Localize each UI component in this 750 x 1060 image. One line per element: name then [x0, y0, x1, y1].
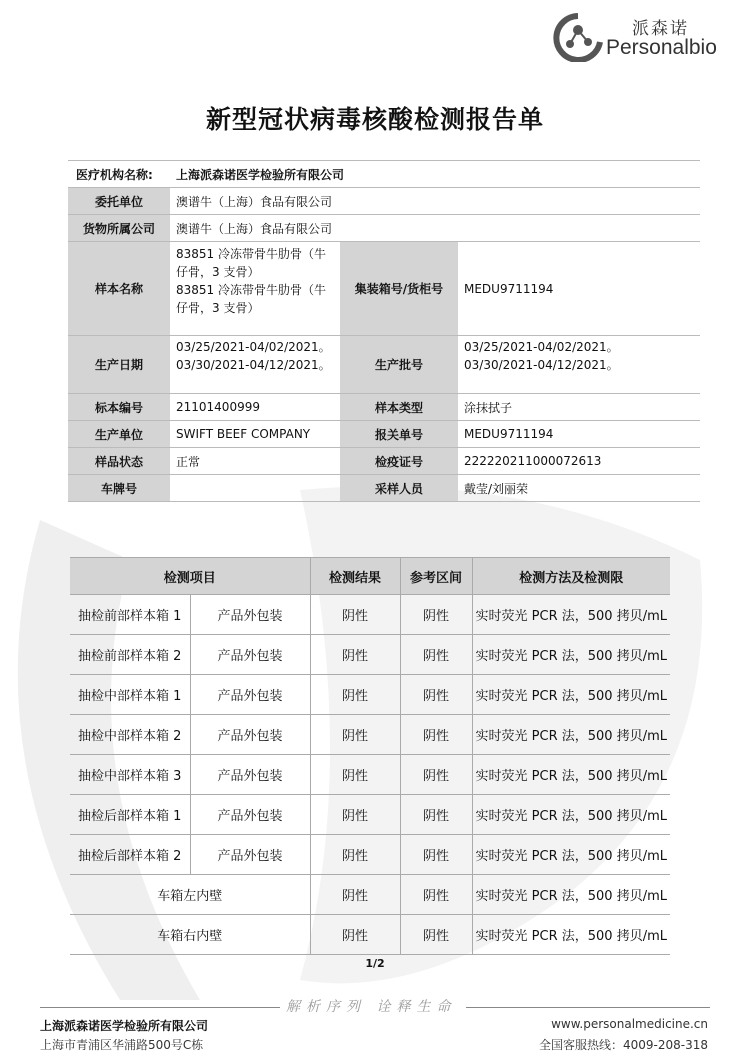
cell-method: 实时荧光 PCR 法，500 拷贝/mL	[472, 595, 670, 635]
quarantine-label: 检疫证号	[340, 448, 458, 475]
result-row	[70, 595, 670, 635]
batch-label: 生产批号	[340, 336, 458, 394]
footer-slogan: 解析序列 诠释生命	[286, 999, 457, 1015]
cell-method: 实时荧光 PCR 法，500 拷贝/mL	[472, 755, 670, 795]
cell-sub: 产品外包装	[190, 715, 310, 755]
cell-ref: 阴性	[400, 795, 472, 835]
cell-sub: 产品外包装	[190, 835, 310, 875]
cell-item: 抽检后部样本箱 1	[70, 795, 190, 835]
header-result: 检测结果	[310, 558, 400, 595]
cell-ref: 阴性	[400, 715, 472, 755]
quarantine: 222220211000072613	[458, 448, 700, 475]
client-label: 委托单位	[68, 188, 170, 215]
cell-result: 阴性	[310, 915, 400, 955]
logo-en: Personalbio	[606, 36, 717, 59]
sample-name-2: 83851 冷冻带骨牛肋骨（牛仔骨，3 支骨）	[176, 283, 326, 315]
cell-result: 阴性	[310, 835, 400, 875]
sample-name-1: 83851 冷冻带骨牛肋骨（牛仔骨，3 支骨）	[176, 247, 326, 279]
page-number: 1/2	[365, 957, 385, 970]
prod-date-label: 生产日期	[68, 336, 170, 394]
plate	[170, 475, 340, 502]
cell-item: 抽检中部样本箱 2	[70, 715, 190, 755]
cell-ref: 阴性	[400, 875, 472, 915]
result-row	[70, 795, 670, 835]
cell-ref: 阴性	[400, 595, 472, 635]
customs: MEDU9711194	[458, 421, 700, 448]
footer-company: 上海派森诺医学检验所有限公司	[40, 1019, 209, 1033]
results-table	[70, 557, 670, 955]
cell-result: 阴性	[310, 795, 400, 835]
cell-method: 实时荧光 PCR 法，500 拷贝/mL	[472, 875, 670, 915]
report-title: 新型冠状病毒核酸检测报告单	[205, 105, 544, 134]
cell-item: 抽检后部样本箱 2	[70, 835, 190, 875]
result-row	[70, 715, 670, 755]
cell-ref: 阴性	[400, 755, 472, 795]
specimen-no: 21101400999	[170, 394, 340, 421]
logo-icon	[552, 12, 604, 62]
status-label: 样品状态	[68, 448, 170, 475]
cell-result: 阴性	[310, 675, 400, 715]
header-method: 检测方法及检测限	[472, 558, 670, 595]
producer-label: 生产单位	[68, 421, 170, 448]
container-value: MEDU9711194	[458, 242, 700, 336]
plate-label: 车牌号	[68, 475, 170, 502]
cell-sub: 产品外包装	[190, 675, 310, 715]
org-label: 医疗机构名称:	[68, 161, 170, 188]
client-value: 澳谱牛（上海）食品有限公司	[170, 188, 700, 215]
cell-sub: 产品外包装	[190, 795, 310, 835]
cell-item: 抽检前部样本箱 1	[70, 595, 190, 635]
cell-item: 车箱左内壁	[70, 875, 310, 915]
producer: SWIFT BEEF COMPANY	[170, 421, 340, 448]
result-row	[70, 675, 670, 715]
owner-value: 澳谱牛（上海）食品有限公司	[170, 215, 700, 242]
cell-ref: 阴性	[400, 915, 472, 955]
sampler: 戴莹/刘丽荣	[458, 475, 700, 502]
batch-1: 03/25/2021-04/02/2021。	[464, 340, 619, 354]
cell-result: 阴性	[310, 635, 400, 675]
sample-type-label: 样本类型	[340, 394, 458, 421]
cell-result: 阴性	[310, 595, 400, 635]
sample-name-label: 样本名称	[68, 242, 170, 336]
cell-item: 车箱右内壁	[70, 915, 310, 955]
cell-ref: 阴性	[400, 835, 472, 875]
cell-ref: 阴性	[400, 675, 472, 715]
cell-result: 阴性	[310, 755, 400, 795]
customs-label: 报关单号	[340, 421, 458, 448]
cell-ref: 阴性	[400, 635, 472, 675]
header-ref: 参考区间	[400, 558, 472, 595]
logo	[552, 12, 737, 62]
cell-method: 实时荧光 PCR 法，500 拷贝/mL	[472, 915, 670, 955]
batch-2: 03/30/2021-04/12/2021。	[464, 358, 619, 372]
cell-method: 实时荧光 PCR 法，500 拷贝/mL	[472, 835, 670, 875]
result-row	[70, 635, 670, 675]
footer-hotline: 全国客服热线：4009-208-318	[538, 1038, 708, 1052]
cell-sub: 产品外包装	[190, 635, 310, 675]
result-row	[70, 915, 670, 955]
cell-method: 实时荧光 PCR 法，500 拷贝/mL	[472, 795, 670, 835]
footer-divider-right	[466, 1007, 710, 1008]
cell-item: 抽检中部样本箱 3	[70, 755, 190, 795]
sample-type: 涂抹拭子	[458, 394, 700, 421]
footer-website: www.personalmedicine.cn	[551, 1017, 708, 1031]
header-item: 检测项目	[70, 558, 310, 595]
cell-sub: 产品外包装	[190, 595, 310, 635]
cell-result: 阴性	[310, 715, 400, 755]
cell-method: 实时荧光 PCR 法，500 拷贝/mL	[472, 715, 670, 755]
prod-date-2: 03/30/2021-04/12/2021。	[176, 358, 331, 372]
prod-date-1: 03/25/2021-04/02/2021。	[176, 340, 331, 354]
result-row	[70, 875, 670, 915]
status: 正常	[170, 448, 340, 475]
cell-sub: 产品外包装	[190, 755, 310, 795]
org-value: 上海派森诺医学检验所有限公司	[170, 161, 700, 188]
cell-item: 抽检前部样本箱 2	[70, 635, 190, 675]
container-label: 集装箱号/货柜号	[340, 242, 458, 336]
sampler-label: 采样人员	[340, 475, 458, 502]
cell-item: 抽检中部样本箱 1	[70, 675, 190, 715]
result-row	[70, 755, 670, 795]
result-row	[70, 835, 670, 875]
cell-method: 实时荧光 PCR 法，500 拷贝/mL	[472, 675, 670, 715]
cell-method: 实时荧光 PCR 法，500 拷贝/mL	[472, 635, 670, 675]
info-table	[68, 160, 700, 502]
footer-divider-left	[40, 1007, 280, 1008]
specimen-no-label: 标本编号	[68, 394, 170, 421]
cell-result: 阴性	[310, 875, 400, 915]
logo-cn: 派森诺	[632, 19, 689, 39]
footer-address: 上海市青浦区华浦路500号C栋	[40, 1038, 204, 1052]
owner-label: 货物所属公司	[68, 215, 170, 242]
